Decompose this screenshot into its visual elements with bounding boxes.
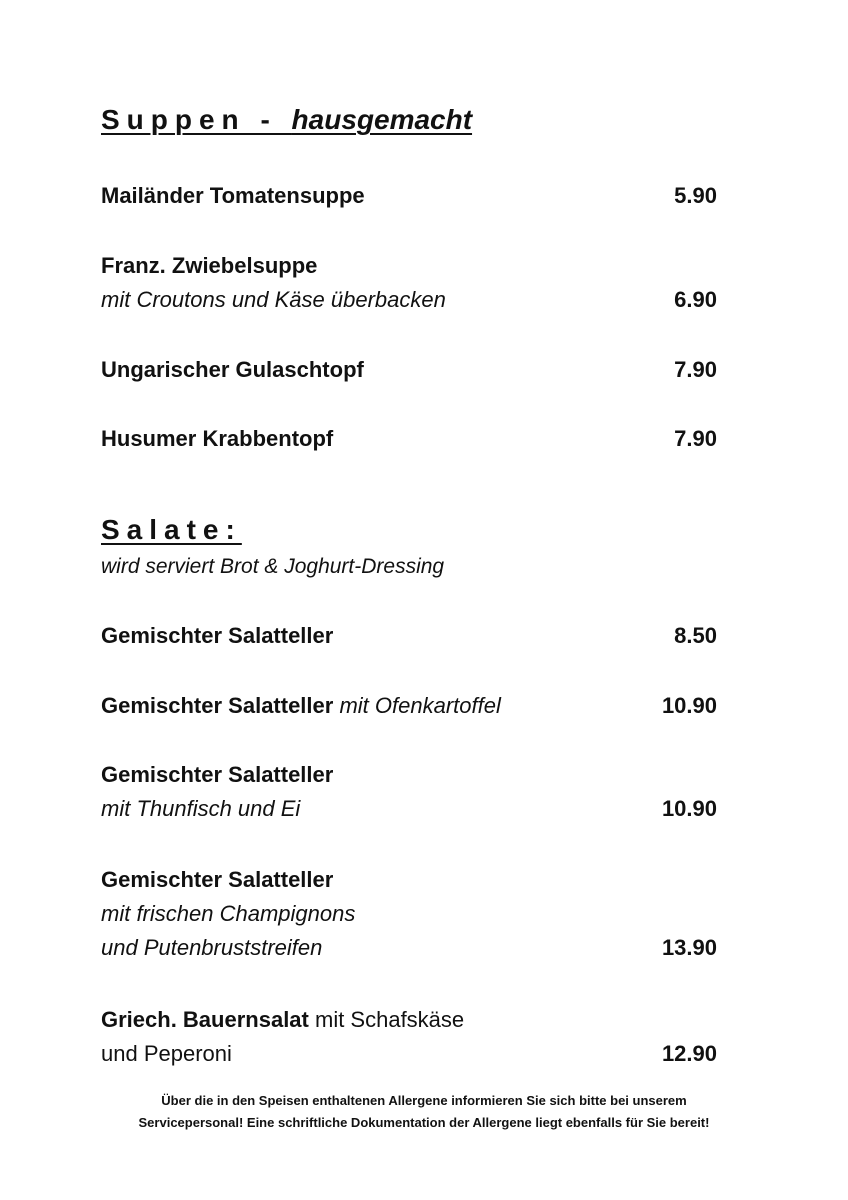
item-name: Gemischter Salatteller bbox=[101, 762, 334, 787]
item-description: und Putenbruststreifen bbox=[101, 935, 323, 960]
allergen-notice-line: Über die in den Speisen enthaltenen Allergene informieren Sie sich bitte bei unserem bbox=[161, 1093, 687, 1108]
item-description: mit frischen Champignons bbox=[101, 901, 356, 926]
soups-heading-label: Suppen - bbox=[101, 104, 292, 135]
menu-item bbox=[101, 1003, 717, 1071]
item-name: Franz. Zwiebelsuppe bbox=[101, 253, 318, 278]
menu-item bbox=[101, 758, 717, 826]
soups-heading-italic: hausgemacht bbox=[291, 104, 473, 135]
item-price: 10.90 bbox=[661, 693, 717, 718]
item-price: 10.90 bbox=[661, 796, 717, 821]
item-price: 7.90 bbox=[674, 426, 717, 451]
menu-item bbox=[101, 863, 717, 965]
menu-item bbox=[101, 619, 717, 653]
item-price: 5.90 bbox=[674, 183, 717, 208]
item-price: 7.90 bbox=[674, 357, 717, 382]
allergen-notice bbox=[0, 1090, 848, 1134]
item-name: Gemischter Salatteller bbox=[101, 867, 334, 892]
salads-heading-label: Salate: bbox=[101, 514, 242, 545]
item-price: 12.90 bbox=[661, 1041, 717, 1066]
item-name: Mailänder Tomatensuppe bbox=[101, 183, 365, 208]
item-price: 8.50 bbox=[674, 623, 717, 648]
item-price: 6.90 bbox=[674, 287, 717, 312]
menu-item bbox=[101, 249, 717, 317]
menu-item bbox=[101, 353, 717, 387]
item-description: mit Thunfisch und Ei bbox=[101, 796, 301, 821]
item-price: 13.90 bbox=[661, 935, 717, 960]
salads-heading bbox=[101, 514, 242, 546]
menu-item bbox=[101, 422, 717, 456]
menu-item bbox=[101, 689, 717, 723]
menu-item bbox=[101, 179, 717, 213]
soups-heading bbox=[101, 104, 472, 136]
item-description: und Peperoni bbox=[101, 1041, 232, 1066]
item-name: Gemischter Salatteller bbox=[101, 623, 334, 648]
item-description: mit Croutons und Käse überbacken bbox=[101, 287, 446, 312]
item-description: mit Schafskäse bbox=[308, 1007, 465, 1032]
item-name: Husumer Krabbentopf bbox=[101, 426, 334, 451]
allergen-notice-line: Servicepersonal! Eine schriftliche Dokumentation der Allergene liegt ebenfalls für Sie bereit! bbox=[138, 1115, 710, 1130]
item-name: Griech. Bauernsalat bbox=[101, 1007, 309, 1032]
item-description: mit Ofenkartoffel bbox=[333, 693, 501, 718]
salads-subtitle: wird serviert Brot & Joghurt-Dressing bbox=[101, 555, 445, 578]
item-name: Ungarischer Gulaschtopf bbox=[101, 357, 364, 382]
item-name: Gemischter Salatteller bbox=[101, 693, 334, 718]
